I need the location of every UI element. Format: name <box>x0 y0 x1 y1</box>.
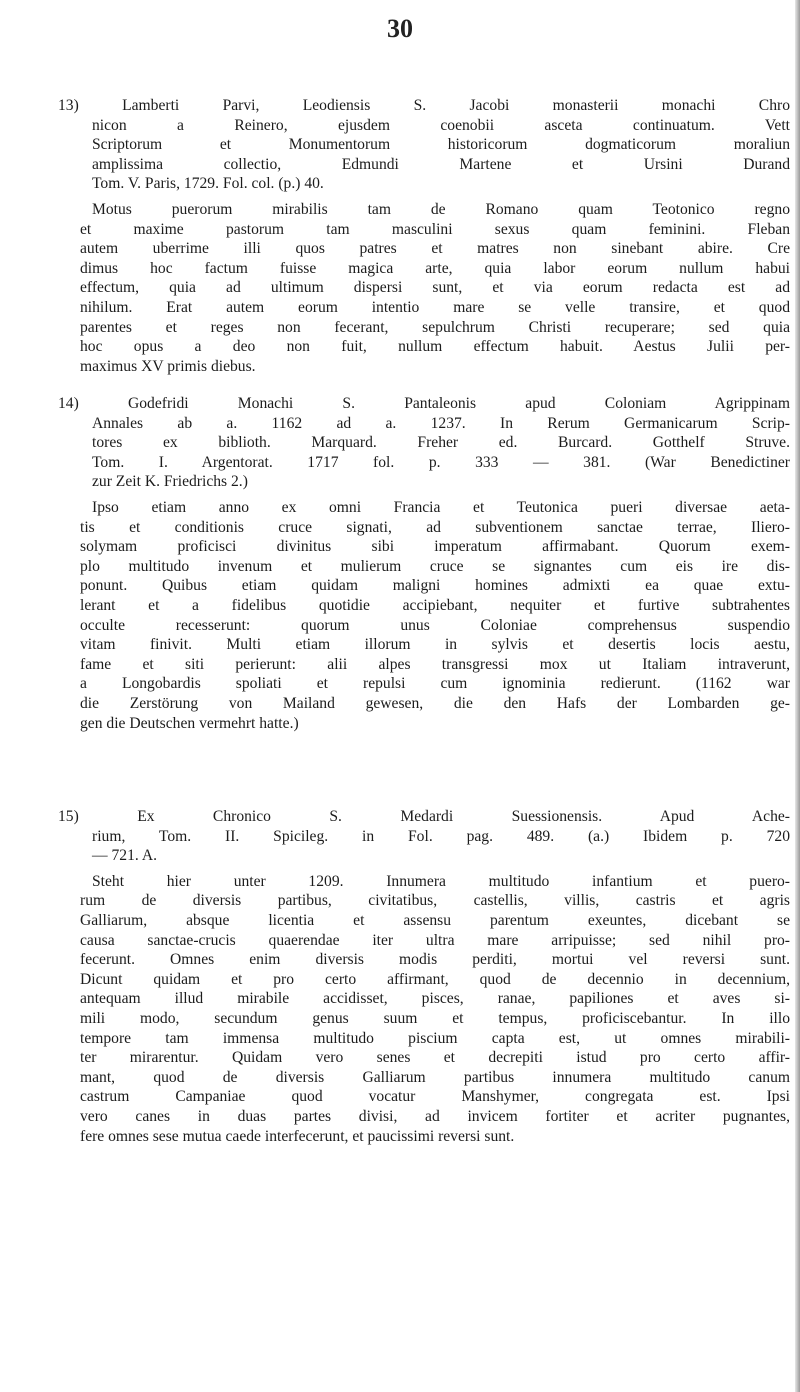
entry-15-heading-line: 15) Ex Chronico S. Medardi Suessionensis. Apud Ache- <box>58 808 790 825</box>
entry-14-body-line: gen die Deutschen vermehrt hatte.) <box>80 714 299 732</box>
entry-14 <box>58 394 790 733</box>
entry-14-heading-line: Annales ab a. 1162 ad a. 1237. In Rerum Germanicarum Scrip- <box>92 414 790 432</box>
entry-13-heading-line: nicon a Reinero, ejusdem coenobii asceta continuatum. Vett <box>92 116 790 134</box>
entry-14-body-line: a Longobardis spoliati et repulsi cum ignominia redierunt. (1162 war <box>80 675 790 693</box>
entry-13-heading-line: Scriptorum et Monumentorum historicorum dogmaticorum moraliun <box>92 136 790 154</box>
entry-14-body-line: occulte recesserunt: quorum unus Coloniae comprehensus suspendio <box>80 616 790 634</box>
entry-15-body-line: fere omnes sese mutua caede interfecerunt, et paucissimi reversi sunt. <box>80 1127 515 1145</box>
entry-15-body-line: vero canes in duas partes divisi, ad invicem fortiter et acriter pugnantes, <box>80 1107 790 1125</box>
entry-14-body-line: solymam proficisci divinitus sibi imperatum affirmabant. Quorum exem- <box>80 538 790 556</box>
entry-13-body-line: nihilum. Erat autem eorum intentio mare se velle transire, et quod <box>80 298 790 316</box>
entry-15-body-line: Dicunt quidam et pro certo affirmant, quod de decennio in decennium, <box>80 970 790 988</box>
entry-15-heading-line: — 721. A. <box>92 847 157 865</box>
entry-13-body-line: dimus hoc factum fuisse magica arte, quia labor eorum nullum habui <box>80 259 790 277</box>
entry-13-heading-line: Tom. V. Paris, 1729. Fol. col. (p.) 40. <box>92 175 324 193</box>
entry-13-body-line: maximus XV primis diebus. <box>80 357 256 375</box>
entry-15-body-line: ter mirarentur. Quidam vero senes et decrepiti istud pro certo affir- <box>80 1049 790 1067</box>
entry-14-body-line: vitam finivit. Multi etiam illorum in sylvis et desertis locis aestu, <box>80 636 790 654</box>
entry-15-body-line: mili modo, secundum genus suum et tempus, proficiscebantur. In illo <box>80 1009 790 1027</box>
entry-14-body-line: tis et conditionis cruce signati, ad subventionem sanctae terrae, Iliero- <box>80 518 790 536</box>
entry-15-body-line: antequam illud mirabile accidisset, pisces, ranae, papiliones et aves si- <box>80 990 790 1008</box>
entry-13-body-line: parentes et reges non fecerant, sepulchrum Christi recuperare; sed quia <box>80 318 790 336</box>
entry-14-heading-line: zur Zeit K. Friedrichs 2.) <box>92 473 248 491</box>
entry-14-body-line: die Zerstörung von Mailand gewesen, die den Hafs der Lombarden ge- <box>80 694 790 712</box>
entry-13-body-line: effectum, quia ad ultimum dispersi sunt, et via eorum redacta est ad <box>80 279 790 297</box>
entry-14-body-line: ponunt. Quibus etiam quidam maligni homines admixti ea quae extu- <box>80 577 790 595</box>
entry-14-heading-line: tores ex biblioth. Marquard. Freher ed. Burcard. Gotthelf Struve. <box>92 434 790 452</box>
entry-15-body-line: Galliarum, absque licentia et assensu parentum exeuntes, dicebant se <box>80 911 790 929</box>
entry-15-body-line: rum de diversis partibus, civitatibus, castellis, villis, castris et agris <box>80 892 790 910</box>
entry-14-heading-line: 14) Godefridi Monachi S. Pantaleonis apud Coloniam Agrippinam <box>58 395 790 412</box>
page-number: 30 <box>387 14 413 43</box>
entry-15-body-line: tempore tam immensa multitudo piscium capta est, ut omnes mirabili- <box>80 1029 790 1047</box>
entry-14-body-line: fame et siti perierunt: alii alpes transgressi mox ut Italiam intraverunt, <box>80 655 790 673</box>
entry-13-body-line: et maxime pastorum tam masculini sexus quam feminini. Fleban <box>80 220 790 238</box>
entry-13-heading-line: amplissima collectio, Edmundi Martene et Ursini Durand <box>92 155 790 173</box>
entry-15-body-line: castrum Campaniae quod vocatur Manshymer, congregata est. Ipsi <box>80 1088 790 1106</box>
entry-13-body-line: hoc opus a deo non fuit, nullum effectum habuit. Aestus Julii per- <box>80 338 790 356</box>
entry-14-body-line: Ipso etiam anno ex omni Francia et Teutonica pueri diversae aeta- <box>92 498 790 516</box>
entry-15-body-line: Steht hier unter 1209. Innumera multitudo infantium et puero- <box>92 872 790 890</box>
entry-13-body-line: autem uberrime illi quos patres et matres non sinebant abire. Cre <box>80 240 790 258</box>
page-edge-shadow <box>795 0 800 1392</box>
entry-13-heading-line: 13) Lamberti Parvi, Leodiensis S. Jacobi monasterii monachi Chro <box>58 97 790 114</box>
entry-14-body-line: plo multitudo invenum et mulierum cruce se signantes cum eis ire dis- <box>80 557 790 575</box>
entry-15 <box>58 807 790 1146</box>
entry-15-body-line: fecerunt. Omnes enim diversis modis perditi, mortui vel reversi sunt. <box>80 951 790 969</box>
entry-15-heading-line: rium, Tom. II. Spicileg. in Fol. pag. 489. (a.) Ibidem p. 720 <box>92 827 790 845</box>
entry-14-heading-line: Tom. I. Argentorat. 1717 fol. p. 333 — 381. (War Benedictiner <box>92 453 790 471</box>
entry-13-body-line: Motus puerorum mirabilis tam de Romano quam Teotonico regno <box>92 200 790 218</box>
entry-15-body-line: mant, quod de diversis Galliarum partibus innumera multitudo canum <box>80 1068 790 1086</box>
entry-13 <box>58 96 790 376</box>
entry-14-body-line: lerant et a fidelibus quotidie accipiebant, nequiter et furtive subtrahentes <box>80 596 790 614</box>
entry-15-body-line: causa sanctae-crucis quaerendae iter ultra mare arripuisse; sed nihil pro- <box>80 931 790 949</box>
